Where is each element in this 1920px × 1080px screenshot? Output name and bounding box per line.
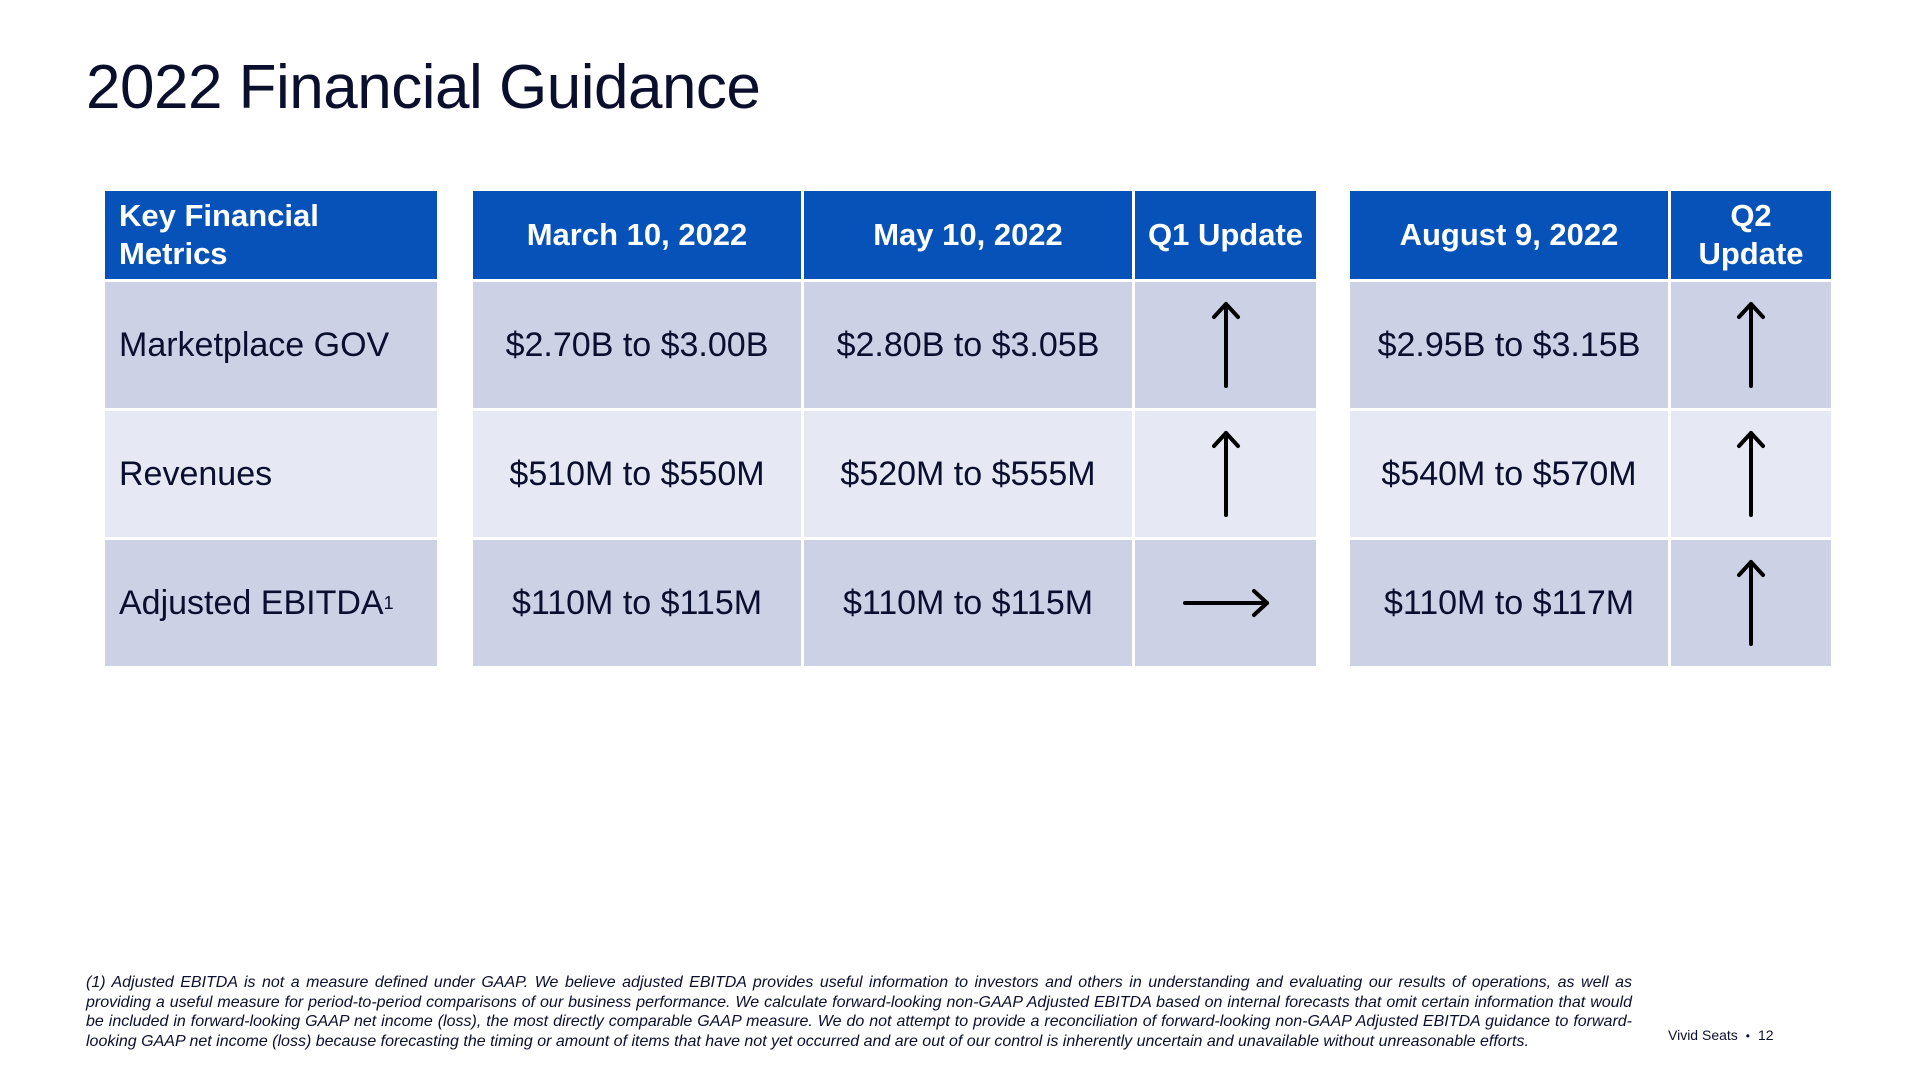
column-header-q2-update: Q2 Update (1671, 191, 1831, 279)
guidance-value-may: $520M to $555M (804, 411, 1132, 537)
arrow-up-icon (1135, 411, 1316, 537)
footer (1668, 1027, 1774, 1043)
column-header-august: August 9, 2022 (1350, 191, 1668, 279)
guidance-value-may: $2.80B to $3.05B (804, 282, 1132, 408)
metric-label (105, 282, 437, 408)
guidance-value-march: $2.70B to $3.00B (473, 282, 801, 408)
guidance-value-march: $110M to $115M (473, 540, 801, 666)
guidance-value-august: $2.95B to $3.15B (1350, 282, 1668, 408)
q1-guidance-table (473, 191, 1316, 666)
arrow-up-icon (1671, 540, 1831, 666)
arrow-up-icon (1671, 282, 1831, 408)
arrow-up-icon (1671, 411, 1831, 537)
guidance-value-march: $510M to $550M (473, 411, 801, 537)
arrow-right-icon (1135, 540, 1316, 666)
metric-label-text: Marketplace GOV (119, 325, 390, 364)
brand-name: Vivid Seats (1668, 1027, 1738, 1043)
page-number: 12 (1757, 1027, 1774, 1043)
guidance-value-august: $110M to $117M (1350, 540, 1668, 666)
metric-label-text: Revenues (119, 454, 273, 493)
q2-guidance-table (1350, 191, 1831, 666)
metric-label: Adjusted EBITDA 1 (105, 540, 437, 666)
footer-separator: • (1745, 1029, 1750, 1043)
column-header-march: March 10, 2022 (473, 191, 801, 279)
slide-title: 2022 Financial Guidance (86, 53, 761, 122)
guidance-value-august: $540M to $570M (1350, 411, 1668, 537)
column-header-may: May 10, 2022 (804, 191, 1132, 279)
metric-label (105, 411, 437, 537)
metric-label-text: Adjusted EBITDA (119, 583, 384, 622)
metrics-header: Key Financial Metrics (105, 191, 437, 279)
footnote: (1) Adjusted EBITDA is not a measure defined under GAAP. We believe adjusted EBITDA provides useful information to investors and others in understanding and evaluating our results of operations, as well as providing a useful measure for period-to-period comparisons of our business performance. We calculate forward-looking non-GAAP Adjusted EBITDA based on internal forecasts that omit certain information that would be included in forward-looking GAAP net income (loss), the most directly comparable GAAP measure. We do not attempt to provide a reconciliation of forward-looking non-GAAP Adjusted EBITDA guidance to forward-looking GAAP net income (loss) because forecasting the timing or amount of items that have not yet occurred and are out of our control is inherently uncertain and unavailable without unreasonable efforts. (86, 974, 1632, 1050)
metrics-table (105, 191, 437, 666)
guidance-value-may: $110M to $115M (804, 540, 1132, 666)
arrow-up-icon (1135, 282, 1316, 408)
column-header-q1-update: Q1 Update (1135, 191, 1316, 279)
